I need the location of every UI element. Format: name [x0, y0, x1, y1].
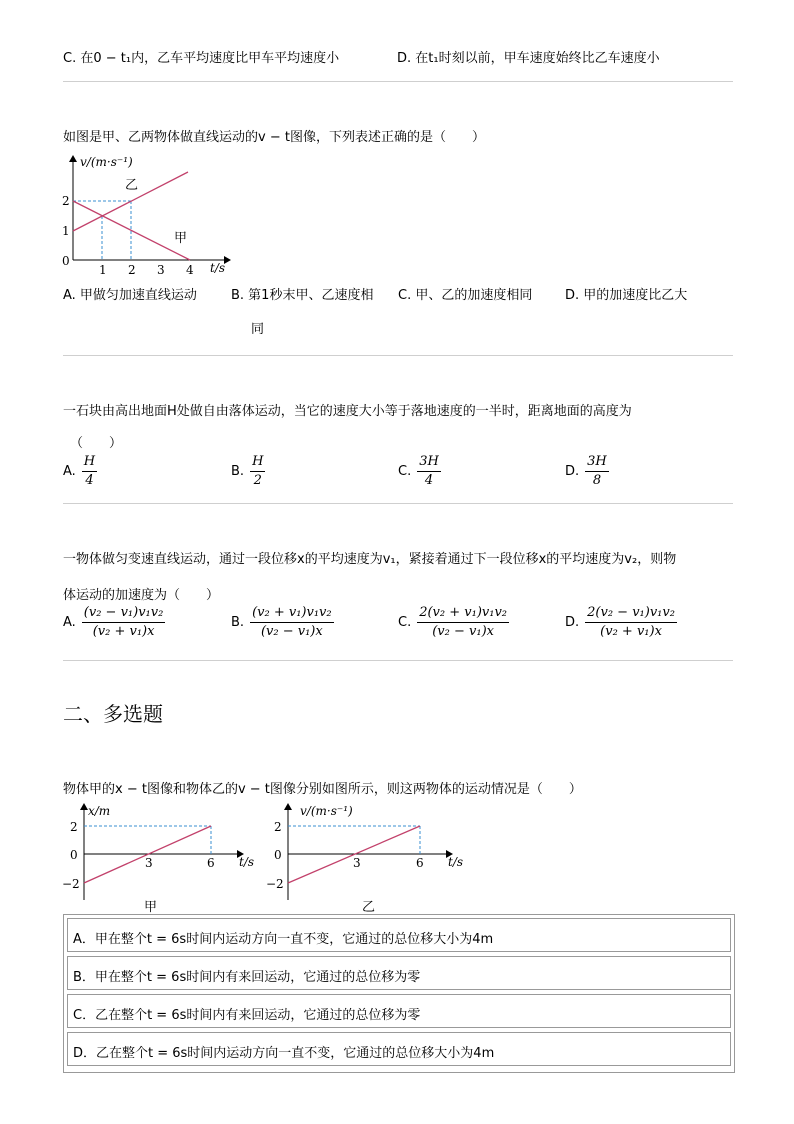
- q4a-ytick-2: 2: [70, 820, 78, 834]
- q3-option-c: C. $\frac{\text{2(v₂ + v₁)v₁v₂}}{\text{(v₂ − v₁)x}}$: [398, 605, 508, 639]
- question-3-stem-line1: 一物体做匀变速直线运动，通过一段位移x的平均速度为v₁，紧接着通过下一段位移x的平均速度为v₂，则物: [63, 552, 677, 567]
- q1-xtick-2: 2: [128, 263, 136, 277]
- divider: [63, 355, 733, 356]
- q1-ytick-1: 1: [62, 224, 70, 238]
- q4b-caption: 乙: [362, 900, 376, 914]
- q3-option-a: A. $\frac{\text{(v₂ − v₁)v₁v₂}}{\text{(v₂ + v₁)x}}$: [63, 605, 164, 639]
- q1-option-a: A. 甲做匀加速直线运动: [63, 288, 197, 303]
- divider: [63, 660, 733, 661]
- divider: [63, 503, 733, 504]
- q4a-ytick-0: 0: [70, 848, 78, 862]
- q2-option-d: D. $\frac{3H}{8}$: [565, 454, 607, 488]
- q4-options-table: [63, 914, 735, 1073]
- q4a-ytick-neg2: −2: [62, 877, 80, 891]
- q4b-ytick-2: 2: [274, 820, 282, 834]
- q1-vt-graph: [60, 150, 240, 278]
- section-title: 二、多选题: [63, 702, 163, 726]
- q4b-ytick-neg2: −2: [266, 877, 284, 891]
- q2-option-c: C. $\frac{3H}{4}$: [398, 454, 439, 488]
- q4b-xtick-6: 6: [416, 856, 424, 870]
- q1-option-b-cont: 同: [251, 322, 265, 337]
- q1-xtick-1: 1: [99, 263, 107, 277]
- q4b-ytick-0: 0: [274, 848, 282, 862]
- q4-option-b[interactable]: B．甲在整个t = 6s时间内有来回运动，它通过的总位移为零: [67, 956, 731, 990]
- question-2-stem: 一石块由高出地面H处做自由落体运动，当它的速度大小等于落地速度的一半时，距离地面的高度为: [63, 404, 632, 419]
- q1-xlabel: t/s: [210, 261, 226, 275]
- q1-xtick-3: 3: [157, 263, 165, 277]
- q4a-xtick-6: 6: [207, 856, 215, 870]
- q1-xtick-4: 4: [186, 263, 194, 277]
- q1-origin: 0: [62, 254, 70, 268]
- question-4-stem: 物体甲的x − t图像和物体乙的v − t图像分别如图所示，则这两物体的运动情况是（ ）: [63, 782, 582, 797]
- divider: [63, 81, 733, 82]
- q4-option-c[interactable]: C．乙在整个t = 6s时间内有来回运动，它通过的总位移为零: [67, 994, 731, 1028]
- question-3-stem-line2: 体运动的加速度为（ ）: [63, 588, 220, 603]
- q3-option-d: D. $\frac{\text{2(v₂ − v₁)v₁v₂}}{\text{(v₂ + v₁)x}}$: [565, 605, 675, 639]
- q4a-ylabel: x/m: [88, 804, 111, 818]
- q4b-xlabel: t/s: [448, 855, 464, 869]
- q2-option-a: A. $\frac{H}{4}$: [63, 454, 96, 488]
- q4-option-a[interactable]: A．甲在整个t = 6s时间内运动方向一直不变，它通过的总位移大小为4m: [67, 918, 731, 952]
- q4a-xlabel: t/s: [239, 855, 255, 869]
- q4b-xtick-3: 3: [353, 856, 361, 870]
- q1-label-jia: 甲: [174, 231, 188, 246]
- q3-option-b: B. $\frac{\text{(v₂ + v₁)v₁v₂}}{\text{(v₂ − v₁)x}}$: [231, 605, 332, 639]
- question-2-paren: （ ）: [70, 436, 123, 451]
- q4b-ylabel: v/(m·s⁻¹): [300, 804, 353, 818]
- q1-ylabel: v/(m·s⁻¹): [80, 155, 133, 169]
- prev-option-d: D. 在t₁时刻以前，甲车速度始终比乙车速度小: [397, 51, 660, 66]
- q1-ytick-2: 2: [62, 194, 70, 208]
- q4a-caption: 甲: [144, 900, 158, 914]
- q4-option-d[interactable]: D．乙在整个t = 6s时间内运动方向一直不变，它通过的总位移大小为4m: [67, 1032, 731, 1066]
- q2-option-b: B. $\frac{H}{2}$: [231, 454, 264, 488]
- q1-option-b: B. 第1秒末甲、乙速度相: [231, 288, 374, 303]
- q1-option-c: C. 甲、乙的加速度相同: [398, 288, 533, 303]
- question-1-stem: 如图是甲、乙两物体做直线运动的v − t图像，下列表述正确的是（ ）: [63, 130, 485, 145]
- q4-vt-graph: [262, 800, 472, 914]
- q4a-xtick-3: 3: [145, 856, 153, 870]
- prev-option-c: C. 在0 − t₁内，乙车平均速度比甲车平均速度小: [63, 51, 340, 66]
- q4-xt-graph: [58, 800, 258, 914]
- q1-label-yi: 乙: [125, 178, 139, 193]
- q1-option-d: D. 甲的加速度比乙大: [565, 288, 688, 303]
